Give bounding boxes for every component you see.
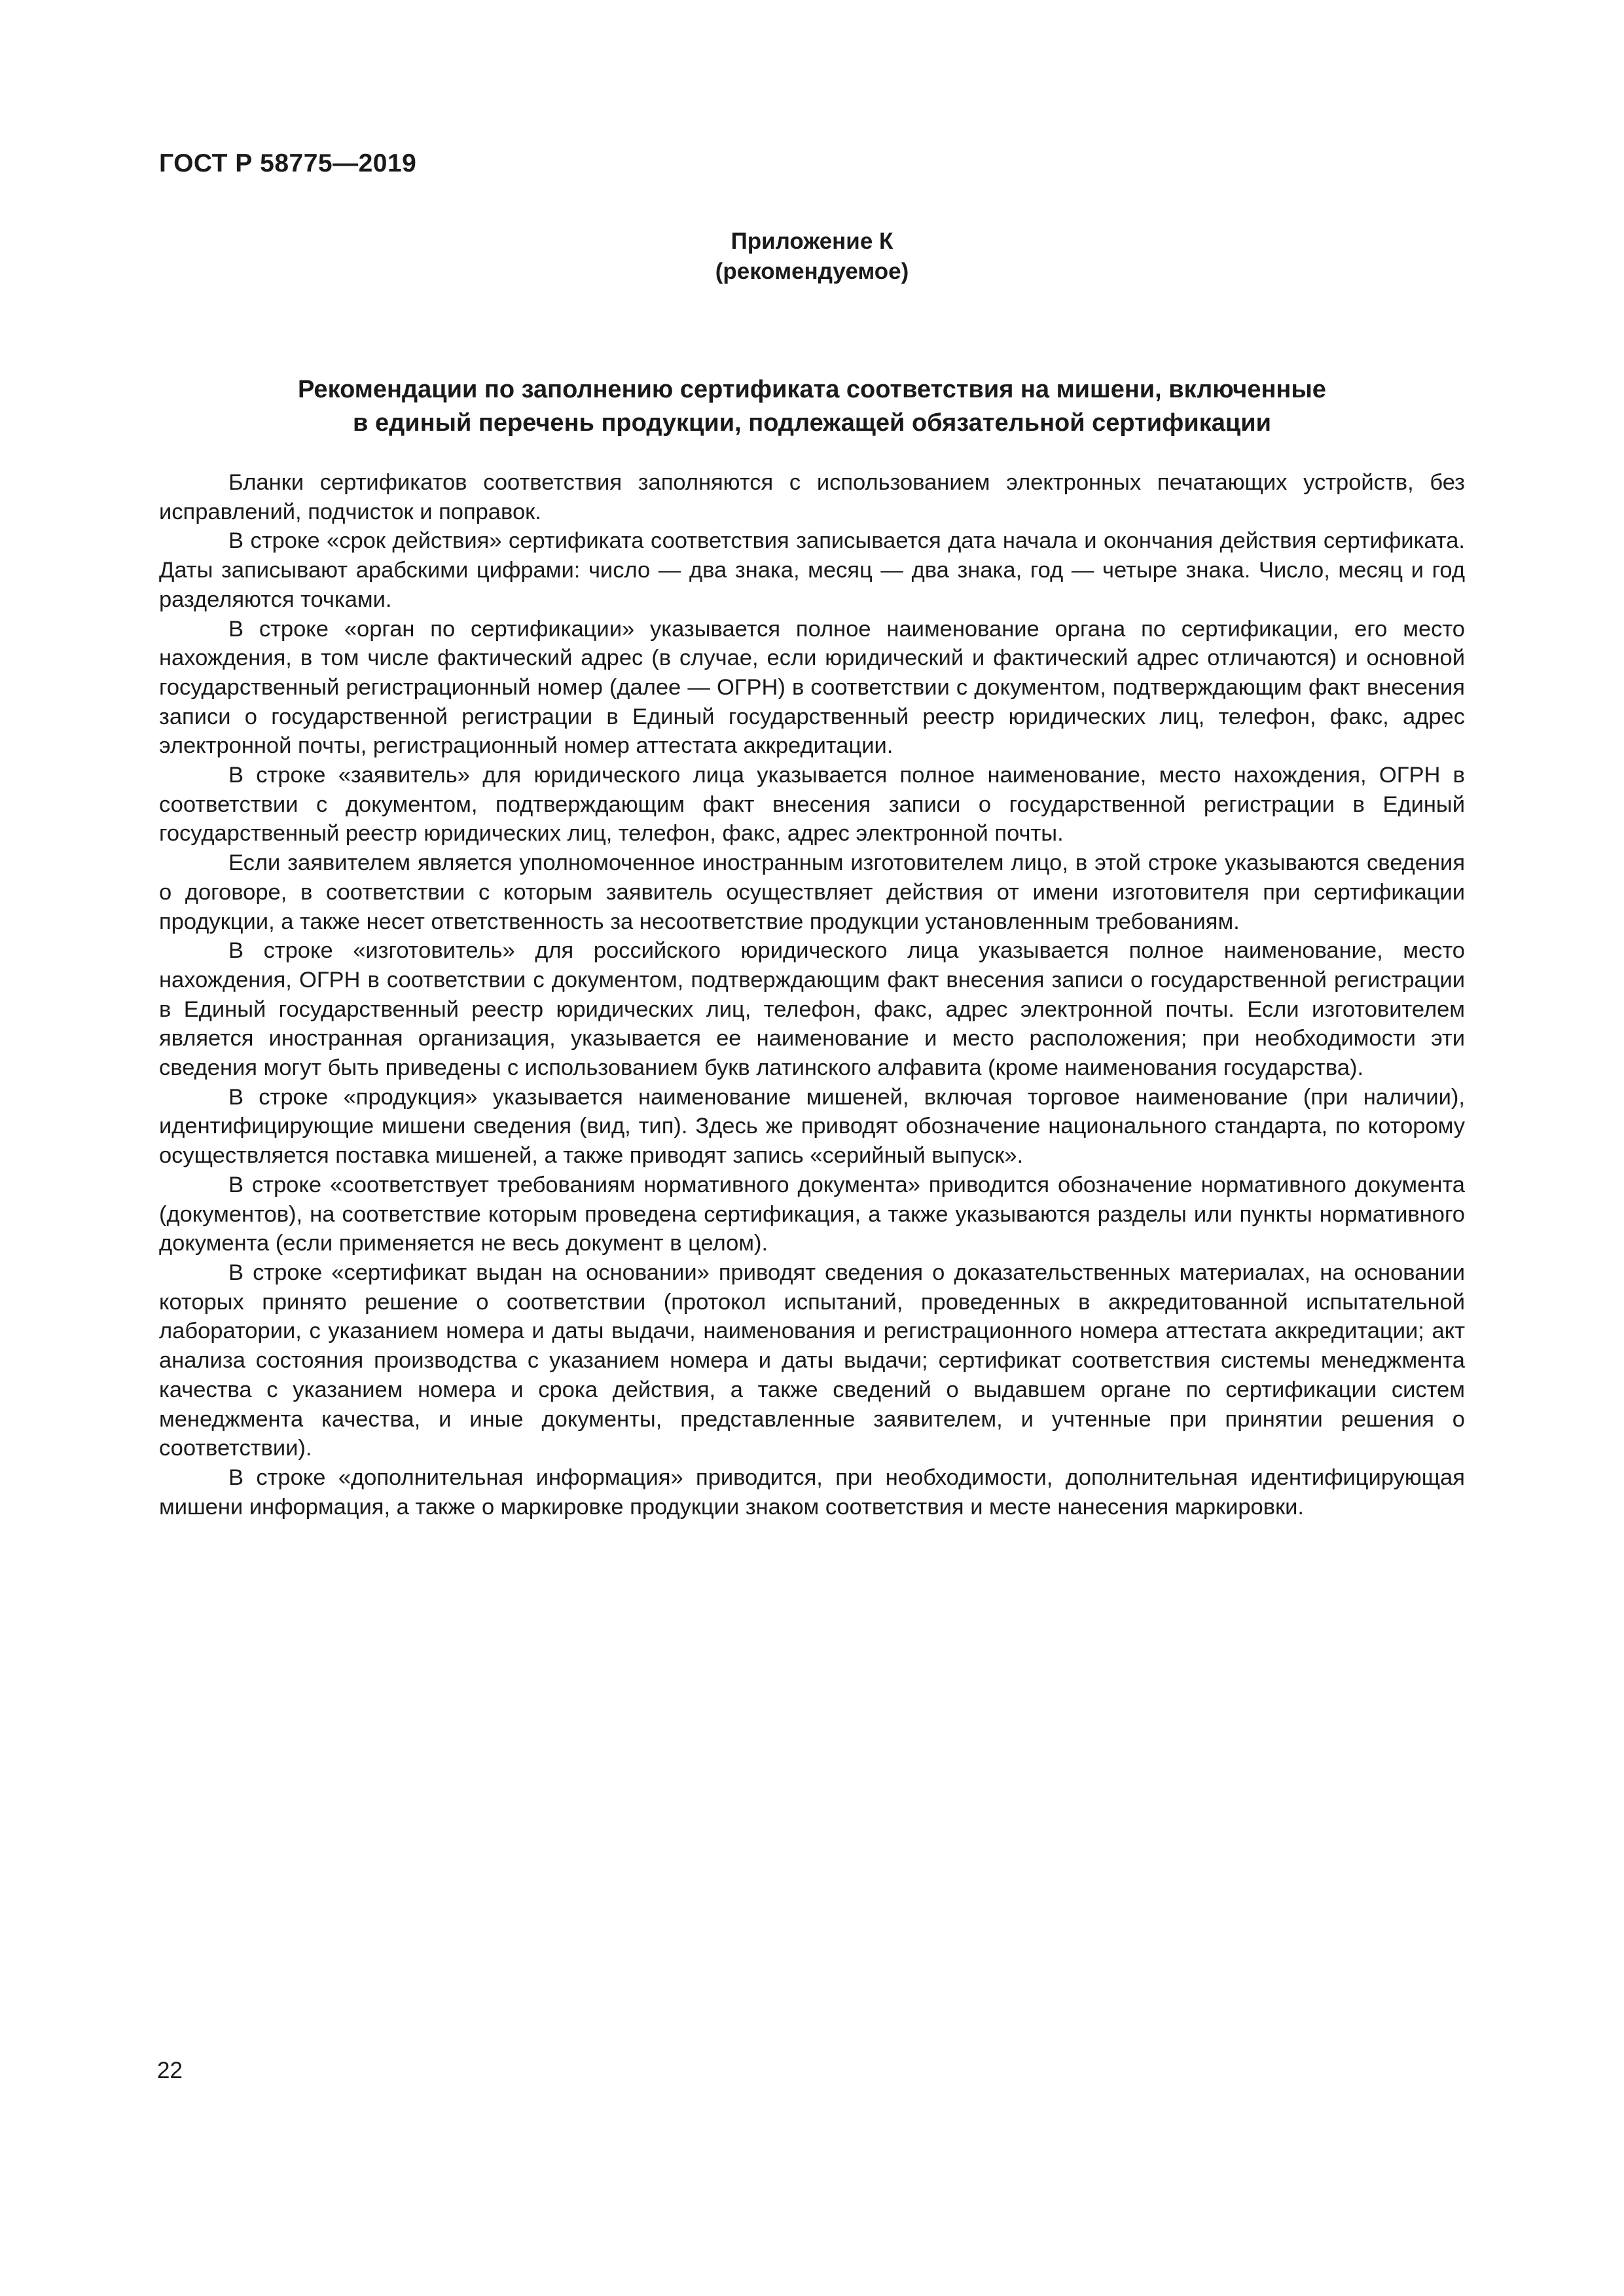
paragraph-certification-body: В строке «орган по сертификации» указывается полное наименование органа по сертификации, его место нахождения, в том числе фактический адрес (в случае, если юридический и фактический адрес отличаются) и основной государственный регистрационный номер (далее — ОГРН) в соответствии с документом, подтверждающим факт внесения записи о государственной регистрации в Единый государственный реестр юридических лиц, телефон, факс, адрес электронной почты, регистрационный номер аттестата аккредитации.: [159, 616, 1465, 759]
paragraph-validity: В строке «срок действия» сертификата соответствия записывается дата начала и окончания действия сертификата. Даты записывают арабскими цифрами: число — два знака, месяц — два знака, год — четыре знака. Число, месяц и год разделяются точками.: [159, 528, 1465, 612]
appendix-status: (рекомендуемое): [715, 259, 909, 284]
paragraph-certificate-basis: В строке «сертификат выдан на основании» приводят сведения о доказательственных материалах, на основании которых принято решение о соответствии (протокол испытаний, проведенных в аккредитованной испытательной лаборатории, с указанием номера и даты выдачи, наименования и регистрационного номера аттестата аккредитации; акт анализа состояния производства с указанием номера и даты выдачи; сертификат соответствия системы менеджмента качества с указанием номера и срока действия, а также сведений о выдавшем органе по сертификации систем менеджмента качества, и иные документы, представленные заявителем, и учтенные при принятии решения о соответствии).: [159, 1260, 1465, 1461]
paragraph-manufacturer: В строке «изготовитель» для российского юридического лица указывается полное наименование, место нахождения, ОГРН в соответствии с документом, подтверждающим факт внесения записи о государственной регистрации в Единый государственный реестр юридических лиц, телефон, факс, адрес электронной почты. Если изготовителем является иностранная организация, указывается ее наименование и место расположения; при необходимости эти сведения могут быть приведены с использованием букв латинского алфавита (кроме наименования государства).: [159, 938, 1465, 1081]
paragraph-authorized-person: Если заявителем является уполномоченное иностранным изготовителем лицо, в этой строке указываются сведения о договоре, в соответствии с которым заявитель осуществляет действия от имени изготовителя при сертификации продукции, а также несет ответственность за несоответствие продукции установленным требованиям.: [159, 850, 1465, 934]
paragraph-product: В строке «продукция» указывается наименование мишеней, включая торговое наименование (при наличии), идентифицирующие мишени сведения (вид, тип). Здесь же приводят обозначение национального стандарта, по которому осуществляется поставка мишеней, а также приводят запись «серийный выпуск».: [159, 1084, 1465, 1169]
appendix-heading: [0, 227, 1624, 287]
standard-code: ГОСТ Р 58775—2019: [159, 149, 417, 177]
document-title: [0, 373, 1624, 440]
title-line-2: в единый перечень продукции, подлежащей обязательной сертификации: [353, 409, 1271, 437]
paragraph-forms: Бланки сертификатов соответствия заполняются с использованием электронных печатающих устройств, без исправлений, подчисток и поправок.: [159, 470, 1465, 524]
appendix-label: Приложение К: [731, 228, 893, 254]
paragraph-applicant: В строке «заявитель» для юридического лица указывается полное наименование, место нахождения, ОГРН в соответствии с документом, подтверждающим факт внесения записи о государственной регистрации в Единый государственный реестр юридических лиц, телефон, факс, адрес электронной почты.: [159, 763, 1465, 847]
body-text: [159, 468, 1465, 1522]
paragraph-additional-info: В строке «дополнительная информация» приводится, при необходимости, дополнительная идентифицирующая мишени информация, а также о маркировке продукции знаком соответствия и месте нанесения маркировки.: [159, 1465, 1465, 1520]
title-line-1: Рекомендации по заполнению сертификата соответствия на мишени, включенные: [298, 376, 1326, 403]
page-number: 22: [157, 2058, 183, 2083]
paragraph-normative-document: В строке «соответствует требованиям нормативного документа» приводится обозначение нормативного документа (документов), на соответствие которым проведена сертификация, а также указываются разделы или пункты нормативного документа (если применяется не весь документ в целом).: [159, 1172, 1465, 1256]
